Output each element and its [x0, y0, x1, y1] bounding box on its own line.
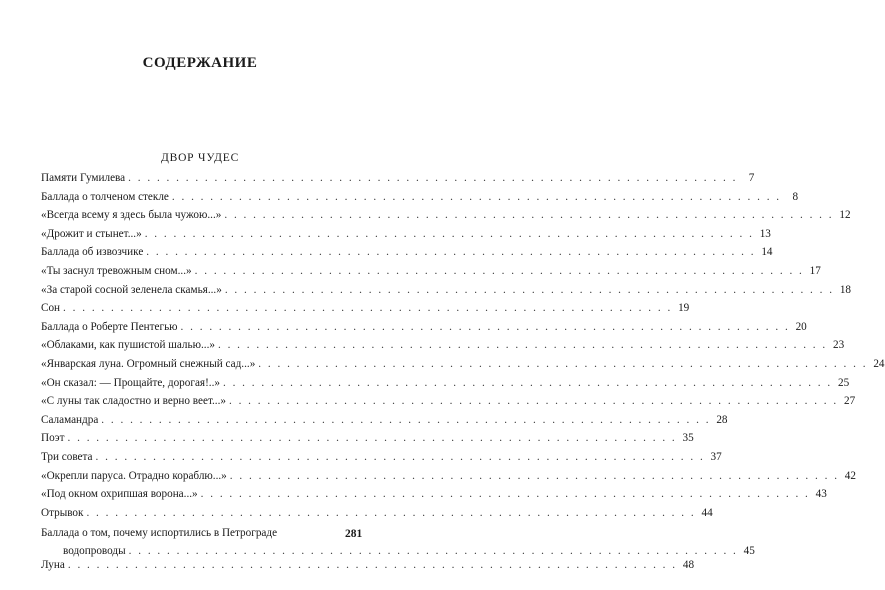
- toc-entry-page: 45: [743, 545, 755, 558]
- dot-leader: [128, 172, 737, 184]
- section-title: ДВОР ЧУДЕС: [160, 152, 240, 164]
- toc-entry: [41, 506, 713, 526]
- page-number: 281: [345, 528, 363, 540]
- dot-leader: [68, 559, 677, 571]
- toc-entry: [41, 395, 856, 414]
- toc-entry: [41, 227, 771, 247]
- toc-entry-title: Отрывок: [41, 506, 84, 519]
- toc-entry: [41, 246, 773, 265]
- toc-entry-page: 43: [815, 488, 827, 501]
- toc-entry-page: 13: [759, 227, 771, 240]
- toc-entry-page: 17: [809, 264, 821, 277]
- toc-entry: [41, 488, 827, 507]
- dot-leader: [68, 432, 677, 444]
- toc-entry-title: Поэт: [41, 432, 65, 445]
- toc-entry-title: «Дрожит и стынет...»: [41, 227, 142, 240]
- toc-entry-title: «Он сказал: — Прощайте, дорогая!..»: [41, 376, 220, 389]
- dot-leader: [145, 228, 754, 240]
- dot-leader: [229, 395, 838, 407]
- toc-entry-title: Баллада об извозчике: [41, 246, 144, 259]
- toc-entry-title: Луна: [41, 559, 65, 572]
- toc-entry-page: 20: [795, 320, 807, 333]
- toc-entry: [41, 320, 807, 340]
- toc-entry: [41, 469, 856, 489]
- dot-leader: [223, 377, 832, 389]
- toc-entry-page: 18: [839, 283, 852, 296]
- toc-entry-title: Три совета: [41, 450, 93, 463]
- dot-leader: [146, 246, 755, 258]
- toc-entry: [41, 432, 694, 451]
- toc-entry-title: «Окрепли паруса. Отрадно кораблю...»: [41, 469, 227, 482]
- toc-entry-title: «За старой сосной зеленела скамья...»: [41, 283, 222, 296]
- dot-leader: [258, 358, 867, 370]
- toc-entry-title: «Под окном охрипшая ворона...»: [41, 488, 198, 501]
- dot-leader: [201, 488, 810, 500]
- dot-leader: [172, 191, 781, 203]
- toc-entry-page: 42: [844, 469, 856, 482]
- toc-entry-title: «С луны так сладостно и верно веет...»: [41, 395, 226, 408]
- toc-entry-page: 8: [792, 190, 799, 203]
- toc-entry: [41, 172, 755, 191]
- toc-entry: [41, 264, 821, 284]
- dot-leader: [195, 265, 804, 277]
- toc-entry-page: 48: [682, 559, 695, 572]
- dot-leader: [129, 543, 738, 559]
- toc-entry-page: 27: [844, 395, 856, 408]
- toc-entry-title: «Облаками, как пушистой шалью...»: [41, 339, 215, 352]
- toc-entry-page: 44: [701, 506, 713, 519]
- toc-entry-title: Баллада о том, почему испортились в Петрограде: [41, 527, 278, 540]
- toc-entry-page: 7: [748, 172, 755, 184]
- dot-leader: [225, 284, 834, 296]
- toc-entry: [41, 450, 722, 470]
- toc-entry: [41, 357, 885, 377]
- toc-entry-title: Баллада о толченом стекле: [41, 190, 169, 203]
- toc-entry-title-continued: водопроводы: [63, 545, 126, 558]
- toc-entry: [41, 283, 852, 303]
- toc-entry-page: 37: [710, 450, 722, 463]
- toc-entry: [41, 376, 850, 396]
- dot-leader: [181, 321, 790, 333]
- toc-entry-title: Памяти Гумилева: [41, 172, 126, 184]
- toc-entry-title: «Январская луна. Огромный снежный сад...»: [41, 357, 256, 370]
- toc-entry: [41, 559, 695, 578]
- toc-entry-title: Баллада о Роберте Пентегью: [41, 320, 178, 333]
- toc-entry-page: 25: [838, 376, 850, 389]
- toc-entry: [41, 190, 799, 210]
- toc-entry-page: 23: [832, 339, 845, 352]
- toc-entry-title: «Ты заснул тревожным сном...»: [41, 264, 192, 277]
- dot-leader: [101, 414, 710, 426]
- dot-leader: [96, 451, 705, 463]
- toc-entry-title: «Всегда всему я здесь была чужою...»: [41, 209, 222, 222]
- toc-entry-page: 24: [873, 357, 885, 370]
- toc-entry-page: 28: [716, 413, 728, 426]
- dot-leader: [224, 209, 833, 221]
- page-title: СОДЕРЖАНИЕ: [142, 55, 258, 71]
- toc-entry: [41, 302, 690, 321]
- toc-entry-title: Саламандра: [41, 413, 99, 426]
- dot-leader: [86, 507, 695, 519]
- dot-leader: [230, 470, 839, 482]
- toc-entry-title: Сон: [41, 302, 61, 315]
- toc-entry: [41, 339, 845, 358]
- dot-leader: [63, 302, 672, 314]
- toc-entry-page: 35: [682, 432, 694, 445]
- dot-leader: [218, 339, 827, 351]
- toc-entry: [41, 413, 728, 433]
- toc-entry-page: 12: [839, 209, 851, 222]
- toc-entry-page: 19: [678, 302, 690, 315]
- toc-entry-page: 14: [761, 246, 773, 259]
- toc-entry: [41, 209, 851, 228]
